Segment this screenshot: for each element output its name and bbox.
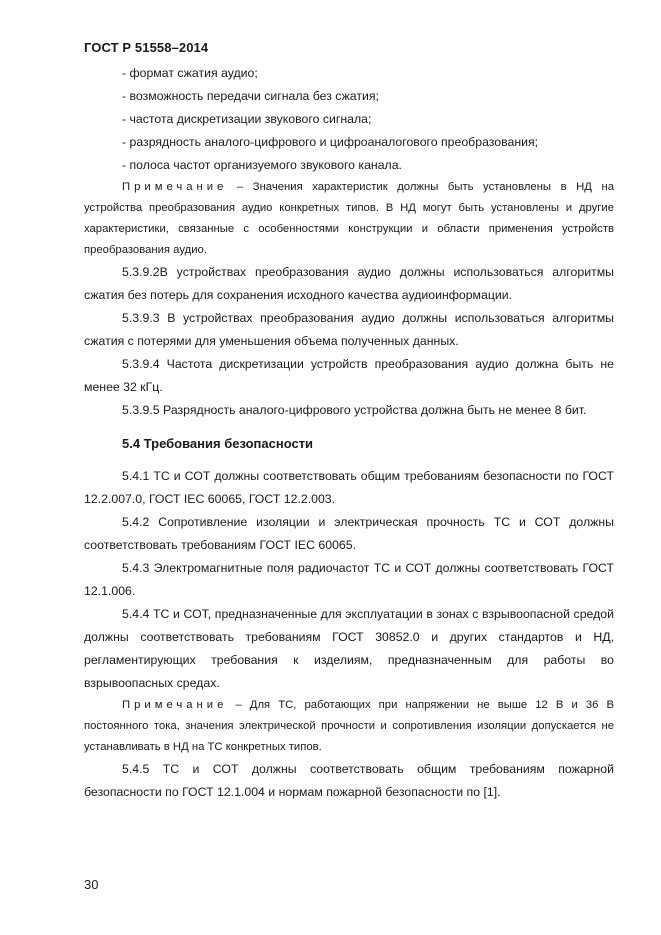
paragraph: 5.4.3 Электромагнитные поля радиочастот ТС и СОТ должны соответствовать ГОСТ 12.1.006. <box>84 561 614 598</box>
note-paragraph <box>84 695 614 758</box>
list-item: - возможность передачи сигнала без сжатия; <box>122 89 379 103</box>
document-header-id: ГОСТ Р 51558–2014 <box>84 40 209 55</box>
paragraph: 5.4.2 Сопротивление изоляции и электрическая прочность ТС и СОТ должны соответствовать требованиям ГОСТ IEC 60065. <box>84 515 614 552</box>
page-number: 30 <box>84 877 99 892</box>
list-item: - частота дискретизации звукового сигнала; <box>122 112 372 126</box>
paragraph: 5.3.9.2В устройствах преобразования аудио должны использоваться алгоритмы сжатия без потерь для сохранения исходного качества аудиоинформации. <box>84 265 614 302</box>
note-lead: Примечание <box>122 181 228 193</box>
paragraph: 5.4.1 ТС и СОТ должны соответствовать общим требованиям безопасности по ГОСТ 12.2.007.0, ГОСТ IEC 60065, ГОСТ 12.2.003. <box>84 469 614 506</box>
paragraph: 5.3.9.3 В устройствах преобразования аудио должны использоваться алгоритмы сжатия с потерями для уменьшения объема полученных данных. <box>84 311 614 348</box>
list-item: - формат сжатия аудио; <box>122 66 258 80</box>
note-paragraph <box>84 177 614 261</box>
note-text: – Значения характеристик должны быть установлены в НД на устройства преобразования аудио конкретных типов. В НД могут быть установлены и другие характеристики, связанные с особенностями конструкции и области применения устройств преобразования аудио. <box>84 181 614 256</box>
paragraph: 5.4.4 ТС и СОТ, предназначенные для эксплуатации в зонах с взрывоопасной средой должны соответствовать требованиям ГОСТ 30852.0 и других стандартов и НД, регламентирующих требования к изделиям, предназначенным для работы во взрывоопасных средах. <box>84 607 614 690</box>
section-heading: 5.4 Требования безопасности <box>122 436 314 451</box>
paragraph: 5.3.9.4 Частота дискретизации устройств преобразования аудио должна быть не менее 32 кГц. <box>84 357 614 394</box>
list-item: - полоса частот организуемого звукового канала. <box>122 158 402 172</box>
list-item: - разрядность аналого-цифрового и цифроаналогового преобразования; <box>122 135 539 149</box>
note-lead: Примечание <box>122 699 228 711</box>
note-text: – Для ТС, работающих при напряжении не выше 12 В и 36 В постоянного тока, значения электрической прочности и сопротивления изоляции допускается не устанавливать в НД на ТС конкретных типов. <box>84 699 614 753</box>
paragraph: 5.4.5 ТС и СОТ должны соответствовать общим требованиям пожарной безопасности по ГОСТ 12.1.004 и нормам пожарной безопасности по [1]. <box>84 762 614 799</box>
paragraph: 5.3.9.5 Разрядность аналого-цифрового устройства должна быть не менее 8 бит. <box>122 403 587 417</box>
document-body <box>84 62 614 804</box>
